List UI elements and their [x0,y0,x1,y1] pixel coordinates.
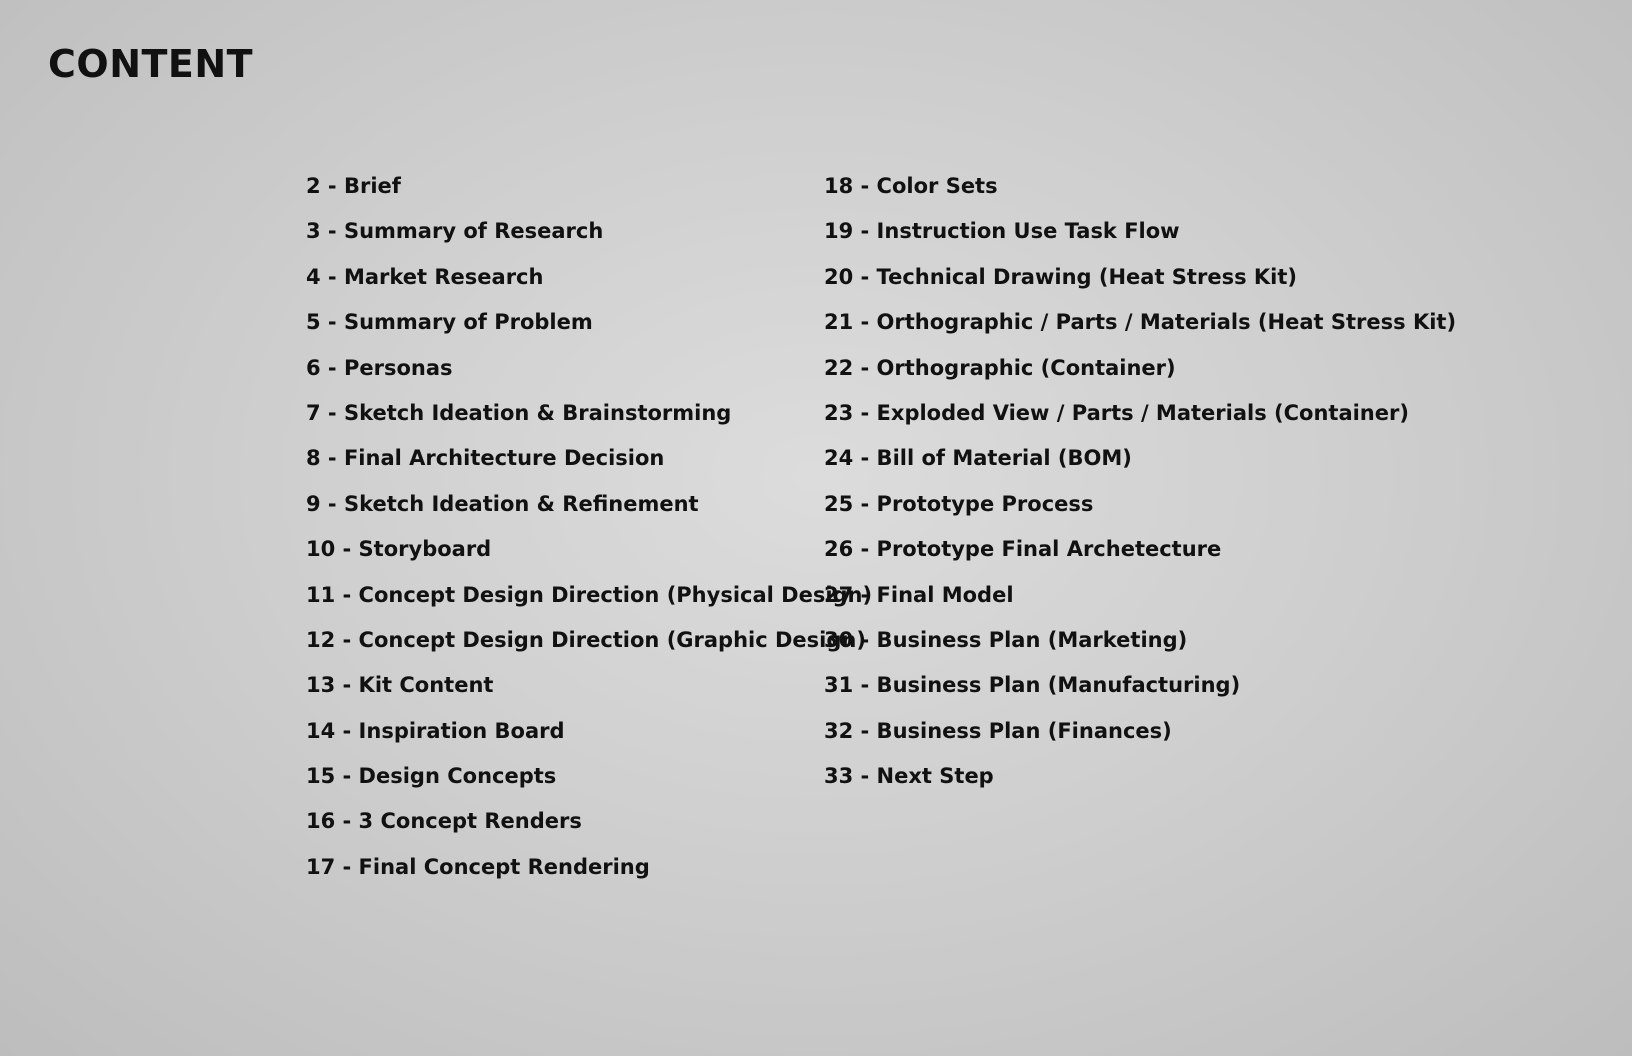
toc-item: 33 - Next Step [824,764,994,789]
toc-item: 21 - Orthographic / Parts / Materials (Heat Stress Kit) [824,310,1457,335]
toc-item: 25 - Prototype Process [824,491,1094,516]
toc-item: 2 - Brief [306,174,401,198]
toc-item: 23 - Exploded View / Parts / Materials (Container) [824,400,1409,425]
toc-right-column [824,170,1456,805]
toc-item: 10 - Storyboard [306,537,492,562]
toc-item: 16 - 3 Concept Renders [306,809,582,834]
toc-item: 12 - Concept Design Direction (Graphic Design) [306,627,866,652]
toc-item: 8 - Final Architecture Decision [306,446,665,471]
toc-item: 11 - Concept Design Direction (Physical Design) [306,582,873,607]
toc-item: 6 - Personas [306,355,453,380]
toc-item: 9 - Sketch Ideation & Refinement [306,491,699,516]
toc-item: 27 - Final Model [824,582,1014,607]
toc-left-column [306,170,872,896]
toc-item: 26 - Prototype Final Archetecture [824,537,1222,562]
toc-item: 13 - Kit Content [306,673,494,698]
page-title: CONTENT [48,42,254,86]
toc-item: 32 - Business Plan (Finances) [824,718,1172,743]
toc-item: 7 - Sketch Ideation & Brainstorming [306,400,732,425]
toc-item: 20 - Technical Drawing (Heat Stress Kit) [824,264,1297,289]
toc-item: 30 - Business Plan (Marketing) [824,627,1188,652]
toc-item: 31 - Business Plan (Manufacturing) [824,673,1241,698]
toc-item: 18 - Color Sets [824,174,998,198]
toc-item: 24 - Bill of Material (BOM) [824,446,1132,471]
toc-item: 22 - Orthographic (Container) [824,355,1176,380]
toc-item: 15 - Design Concepts [306,764,557,789]
toc-item: 19 - Instruction Use Task Flow [824,219,1180,244]
toc-item: 5 - Summary of Problem [306,310,593,335]
toc-item: 3 - Summary of Research [306,219,604,244]
toc-item: 14 - Inspiration Board [306,718,565,743]
toc-item: 17 - Final Concept Rendering [306,854,650,879]
toc-item: 4 - Market Research [306,264,544,289]
